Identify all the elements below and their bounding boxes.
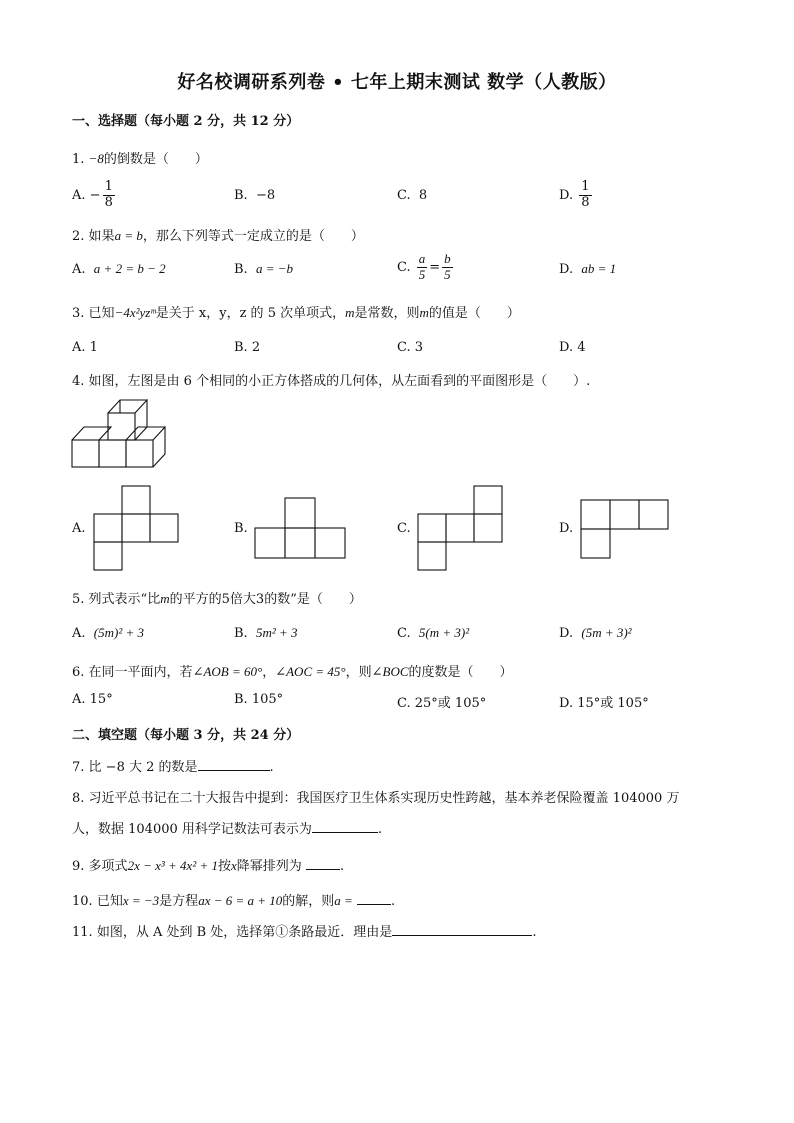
q4-option-b-figure — [254, 496, 348, 560]
paper-title: 好名校调研系列卷 • 七年上期末测试 数学（人教版） — [177, 72, 617, 93]
question-6: 6. 在同一平面内，若∠AOB = 60°，∠AOC = 45°，则∠BOC的度数是（ ） — [72, 664, 513, 680]
q1-option-a: A. − $\frac{1}{8}$ — [72, 179, 113, 210]
q2-option-a: A. a + 2 = b − 2 — [72, 261, 166, 277]
q4-option-c-figure — [416, 485, 506, 573]
q5-option-a: A. (5m)² + 3 — [72, 625, 145, 641]
q4-option-d-figure — [579, 498, 673, 560]
q3-option-d: D. 4 — [559, 340, 586, 355]
cube-figure — [68, 396, 180, 474]
question-3: 3. 已知−4x²yzᵐ是关于 x，y，z 的 5 次单项式，m是常数，则m的值是（ ） — [72, 305, 520, 321]
q9-answer-blank[interactable] — [306, 869, 340, 870]
q10-answer-blank[interactable] — [357, 904, 391, 905]
question-4: 4. 如图，左图是由 6 个相同的小正方体搭成的几何体，从左面看到的平面图形是（ ）. — [72, 374, 591, 389]
question-2: 2. 如果a = b，那么下列等式一定成立的是（ ） — [72, 228, 364, 244]
q6-option-a: A. 15° — [72, 692, 113, 707]
q8-answer-blank[interactable] — [312, 832, 378, 833]
q3-option-a: A. 1 — [72, 340, 98, 355]
question-10: 10. 已知x = −3是方程ax − 6 = a + 10的解，则a = . — [72, 893, 396, 909]
question-1: 1. −8的倒数是（ ） — [72, 151, 208, 167]
q4-option-a: A. — [72, 521, 86, 536]
q11-answer-blank[interactable] — [392, 935, 532, 936]
q2-option-d: D. ab = 1 — [559, 261, 617, 277]
q3-option-b: B. 2 — [234, 340, 261, 355]
question-9: 9. 多项式2x − x³ + 4x² + 1按x降幂排列为 . — [72, 858, 345, 874]
question-5: 5. 列式表示“比m的平方的5倍大3的数”是（ ） — [72, 591, 362, 607]
q2-option-b: B. a = −b — [234, 261, 293, 277]
q4-option-d: D. — [559, 521, 574, 536]
q4-option-b: B. — [234, 521, 248, 536]
q3-option-c: C. 3 — [397, 340, 424, 355]
question-11: 11. 如图，从 A 处到 B 处，选择第①条路最近．理由是 . — [72, 925, 537, 940]
q4-option-a-figure — [92, 485, 182, 573]
q6-option-d: D. 15°或 105° — [559, 696, 649, 711]
question-8-line-1: 8. 习近平总书记在二十大报告中提到：我国医疗卫生体系实现历史性跨越，基本养老保险覆盖 104000 万 — [72, 791, 680, 806]
q5-option-d: D. (5m + 3)² — [559, 625, 632, 641]
q2-option-c: C. $\frac{a}{5}$ = $\frac{b}{5}$ — [397, 251, 451, 282]
q6-option-c: C. 25°或 105° — [397, 696, 487, 711]
question-8-line-2: 人，数据 104000 用科学记数法可表示为 . — [72, 822, 383, 837]
section-heading-choice: 一、选择题（每小题 2 分，共 12 分） — [72, 114, 300, 129]
q7-answer-blank[interactable] — [198, 770, 270, 771]
q4-option-c: C. — [397, 521, 411, 536]
q6-option-b: B. 105° — [234, 692, 284, 707]
q1-option-b: B. −8 — [234, 188, 276, 203]
question-7: 7. 比 −8 大 2 的数是 . — [72, 760, 274, 775]
q5-option-c: C. 5(m + 3)² — [397, 625, 470, 641]
section-heading-fill: 二、填空题（每小题 3 分，共 24 分） — [72, 728, 300, 743]
q5-option-b: B. 5m² + 3 — [234, 625, 298, 641]
q1-option-c: C. 8 — [397, 188, 428, 203]
q1-option-d: D. $\frac{1}{8}$ — [559, 179, 590, 210]
